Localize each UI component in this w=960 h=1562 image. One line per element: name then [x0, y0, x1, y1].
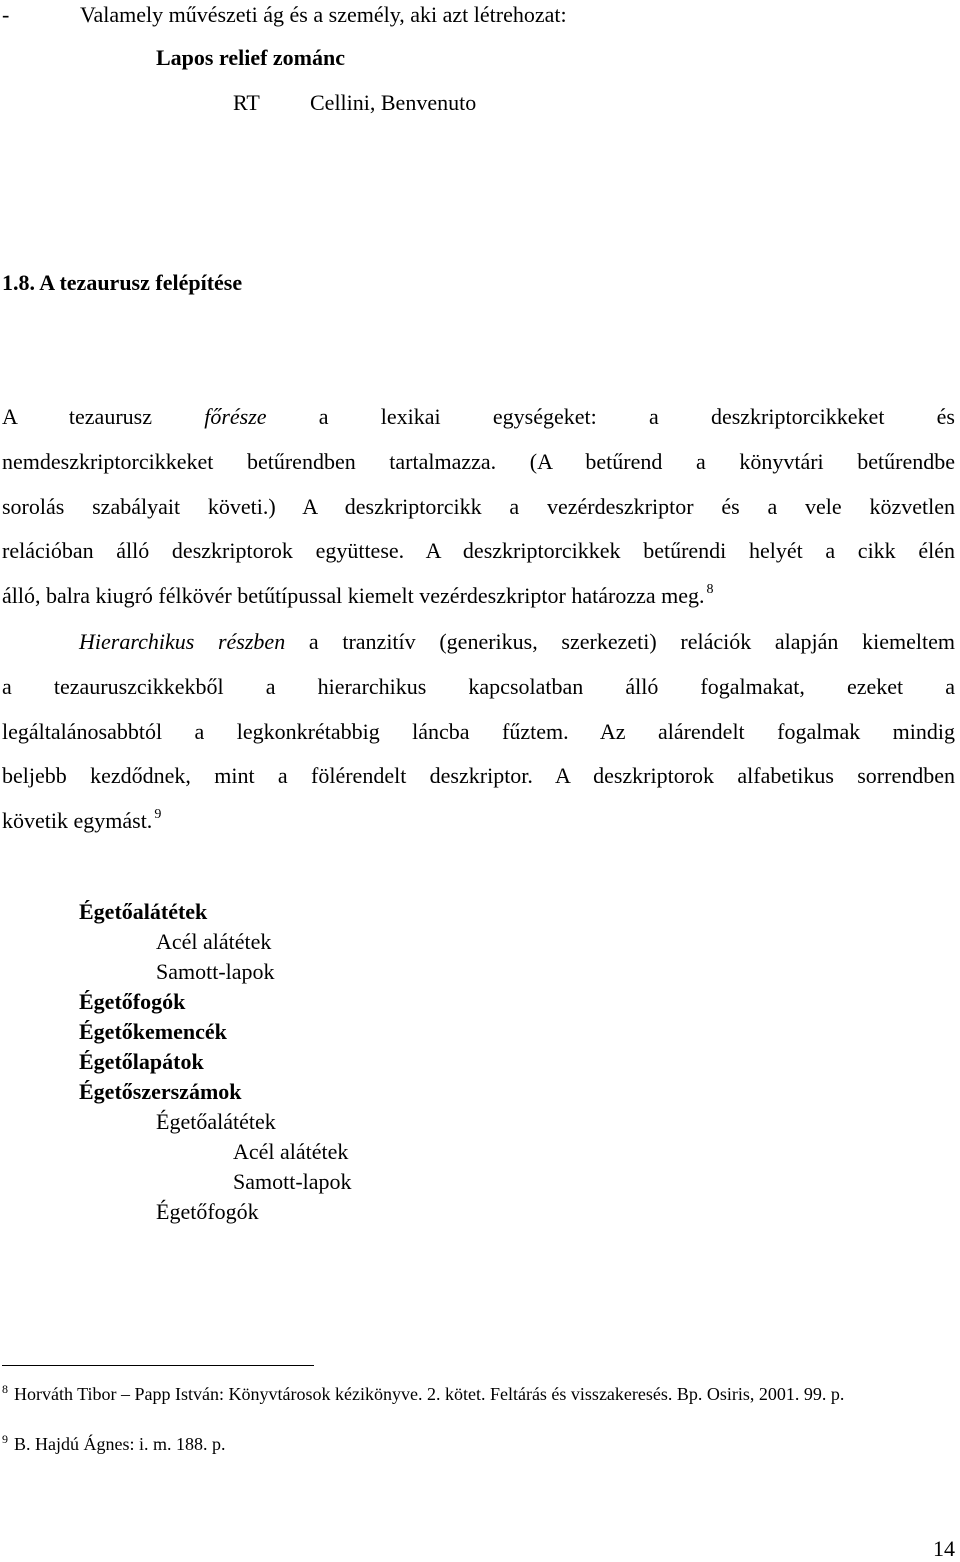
- entry-sub-sub-descriptor: Acél alátétek: [233, 1139, 349, 1164]
- entry-lead-descriptor: Égetőlapátok: [79, 1049, 204, 1074]
- rt-label: RT: [233, 90, 260, 115]
- entry-sub-sub-descriptor: Samott-lapok: [233, 1169, 352, 1194]
- paragraph-line: A tezaurusz főrésze a lexikai egységeket: a deszkriptorcikkeket és: [2, 404, 955, 429]
- entry-lead-descriptor: Égetőkemencék: [79, 1019, 227, 1044]
- paragraph-line: relációban álló deszkriptorok együttese. A deszkriptorcikkek betűrendi helyét a cikk élén: [2, 538, 955, 564]
- paragraph-main-part: [2, 395, 955, 619]
- entry-sub-descriptor: Acél alátétek: [156, 929, 272, 954]
- entry-lead-descriptor: Égetőalátétek: [79, 899, 208, 924]
- paragraph-line: legáltalánosabbtól a legkonkrétabbig láncba fűztem. Az alárendelt fogalmak mindig: [2, 718, 955, 744]
- paragraph-line: beljebb kezdődnek, mint a fölérendelt deszkriptor. A deszkriptorok alfabetikus sorrendben: [2, 763, 955, 789]
- entry-lead-descriptor: Égetőfogók: [79, 989, 186, 1014]
- list-item-question: Valamely művészeti ág és a személy, aki azt létrehozat:: [80, 2, 567, 27]
- footnote-ref-9[interactable]: 9: [154, 807, 162, 822]
- footnote-separator: [2, 1365, 314, 1366]
- emphasis-foresze: főrésze: [204, 404, 267, 429]
- emphasis-hierarchikus: Hierarchikus részben: [79, 629, 286, 654]
- entry-sub-descriptor: Égetőfogók: [156, 1199, 259, 1224]
- footnote-ref-8[interactable]: 8: [706, 582, 714, 597]
- footnote-8: [2, 1382, 942, 1408]
- list-dash: -: [2, 2, 10, 27]
- paragraph-line: sorolás szabályait követi.) A deszkriptorcikk a vezérdeszkriptor és a vele közvetlen: [2, 493, 955, 519]
- paragraph-line: Hierarchikus részben a tranzitív (generikus, szerkezeti) relációk alapján kiemeltem: [79, 629, 955, 654]
- footnote-number: 9: [2, 1432, 8, 1446]
- entry-sub-descriptor: Samott-lapok: [156, 959, 275, 984]
- paragraph-line: követik egymást. $^9$: [2, 807, 162, 833]
- footnote-number: 8: [2, 1382, 8, 1396]
- footnote-text: Horváth Tibor – Papp István: Könyvtárosok kézikönyve. 2. kötet. Feltárás és visszakeresés. Bp. Osiris, 2001. 99. p.: [14, 1384, 845, 1404]
- page-number: 14: [933, 1536, 955, 1561]
- entry-sub-descriptor: Égetőalátétek: [156, 1109, 276, 1134]
- paragraph-line: álló, balra kiugró félkövér betűtípussal kiemelt vezérdeszkriptor határozza meg. $^8$: [2, 582, 714, 608]
- paragraph-line: a tezauruszcikkekből a hierarchikus kapcsolatban álló fogalmakat, ezeket a: [2, 673, 955, 699]
- rt-value: Cellini, Benvenuto: [310, 90, 477, 115]
- footnote-9: [2, 1432, 942, 1458]
- paragraph-hierarchical-part: [2, 620, 955, 844]
- paragraph-line: nemdeszkriptorcikkeket betűrendben tartalmazza. (A betűrend a könyvtári betűrendbe: [2, 448, 955, 474]
- section-heading: 1.8. A tezaurusz felépítése: [2, 270, 243, 295]
- footnote-text: B. Hajdú Ágnes: i. m. 188. p.: [14, 1434, 226, 1454]
- example-term: Lapos relief zománc: [156, 45, 346, 70]
- entry-lead-descriptor: Égetőszerszámok: [79, 1079, 242, 1104]
